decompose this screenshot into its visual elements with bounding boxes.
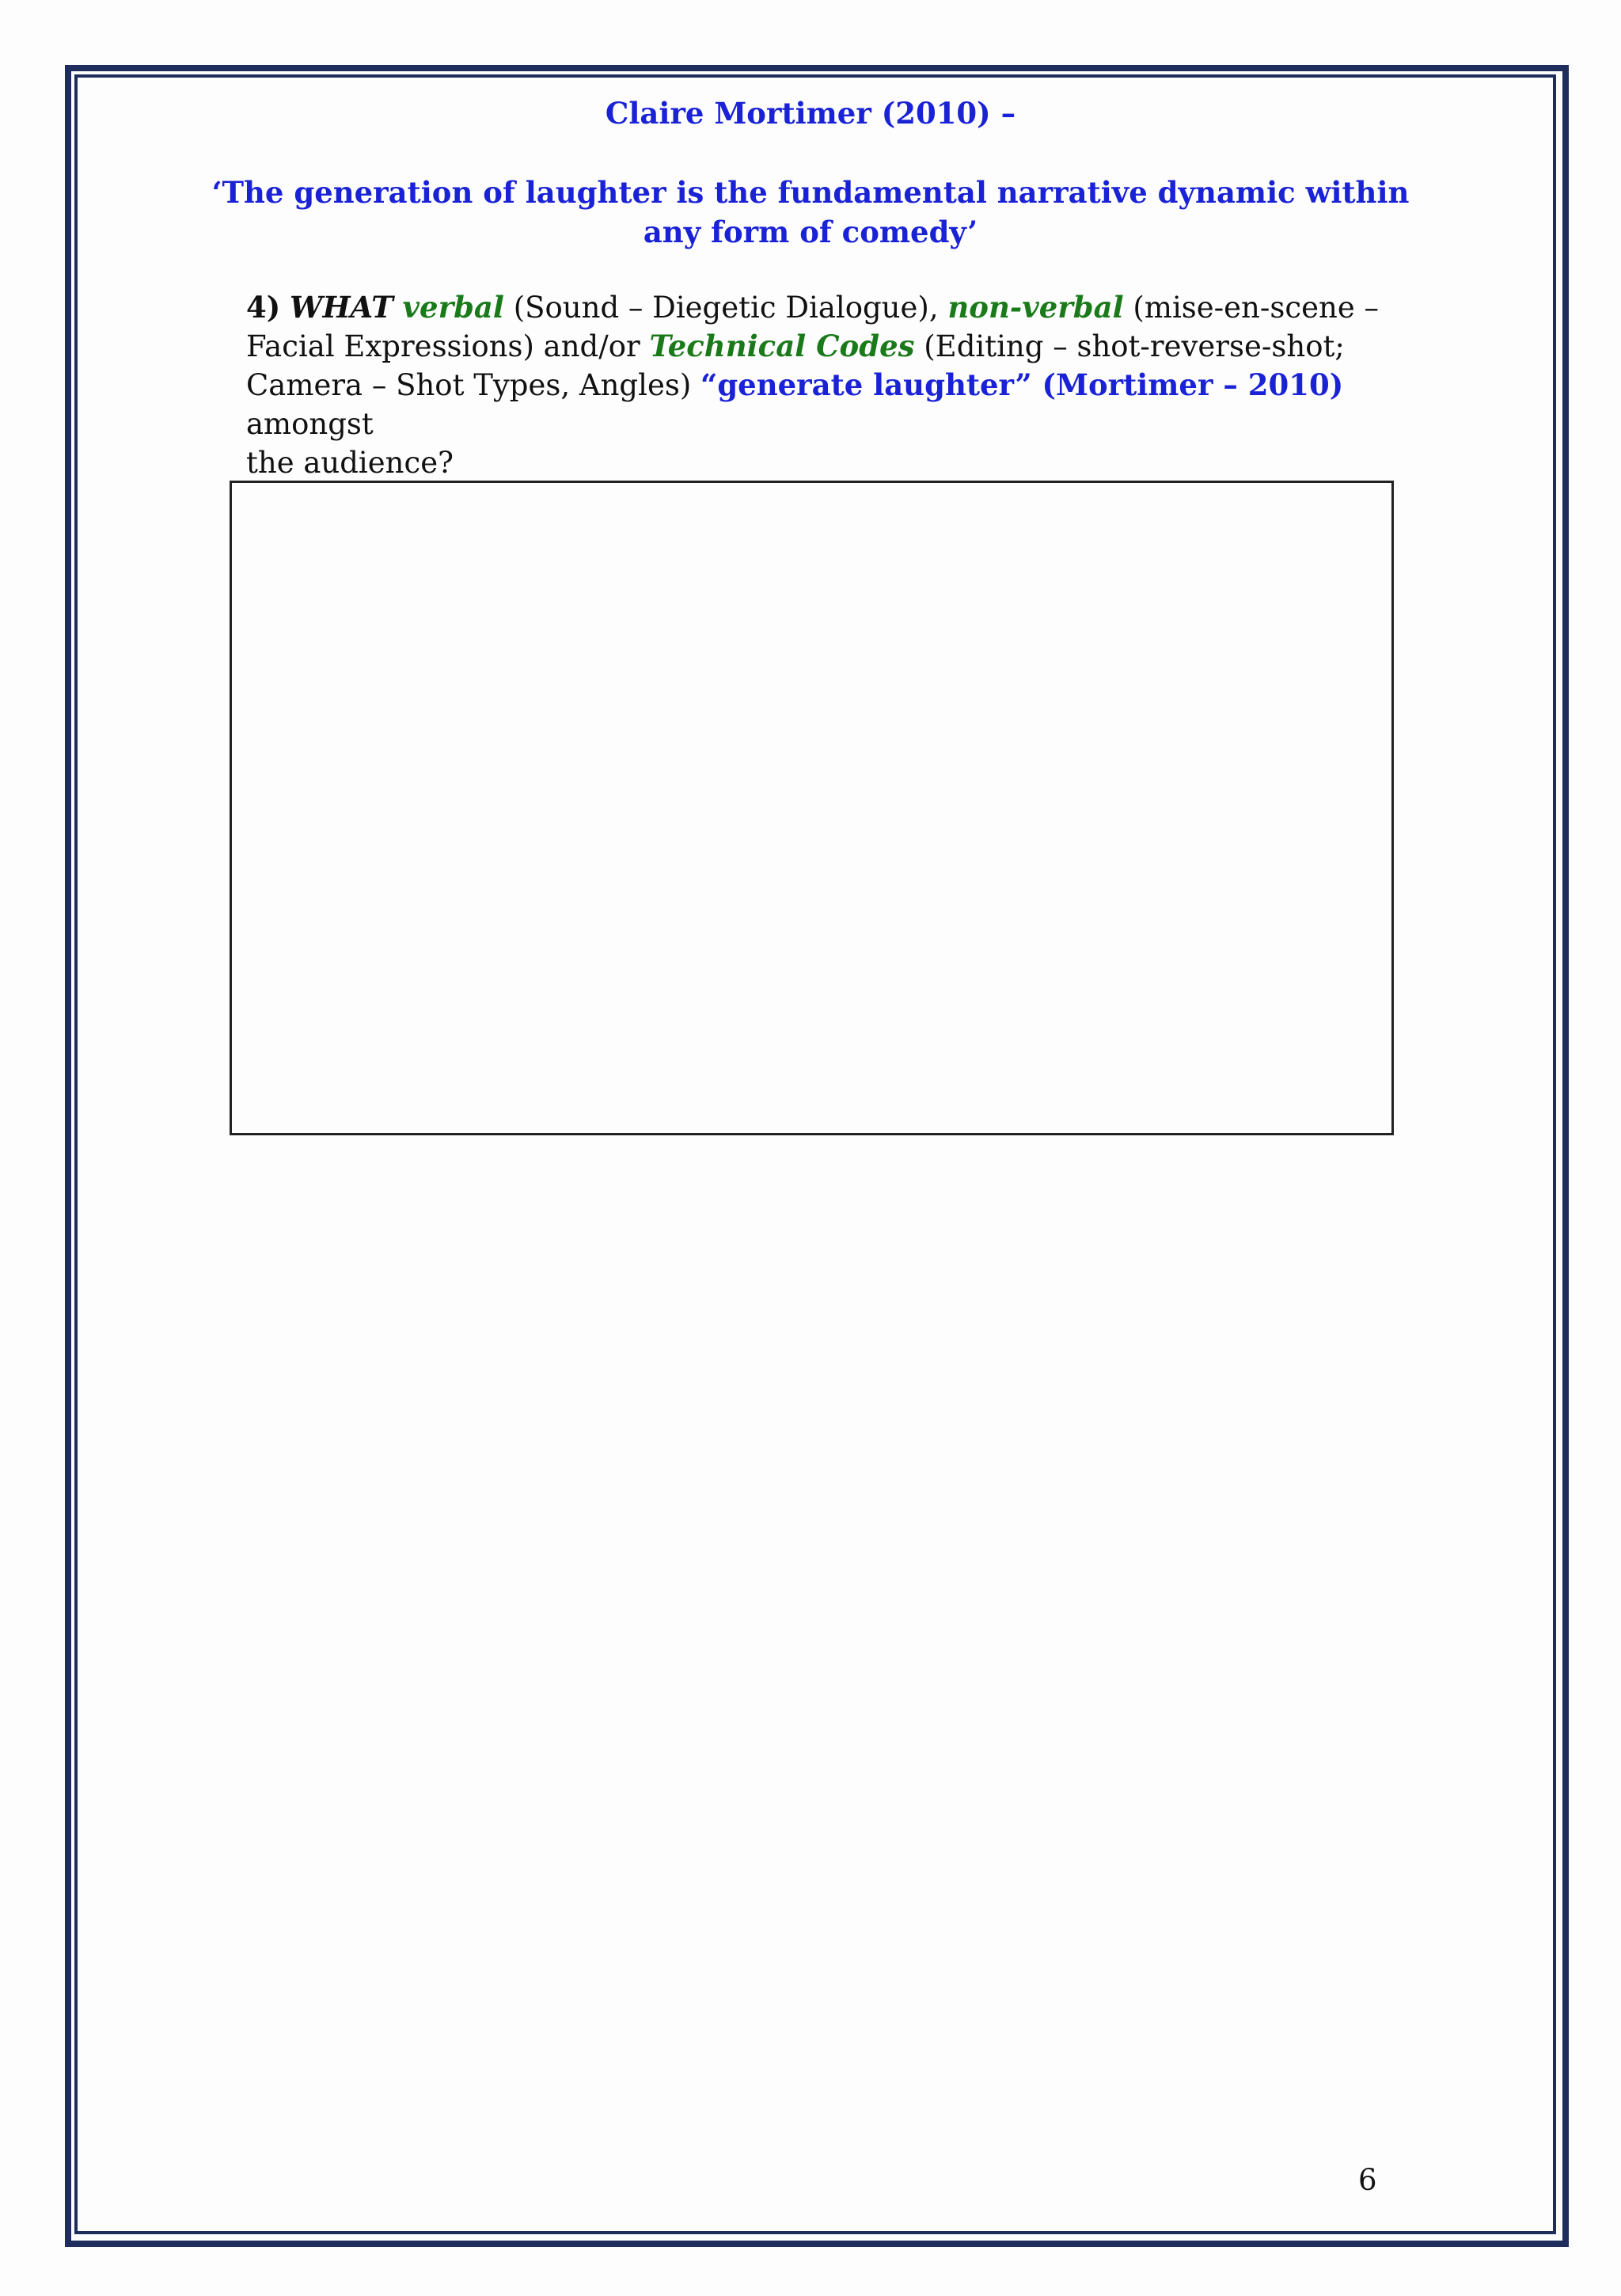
question-what: WHAT <box>290 290 393 325</box>
quote-heading-line-1: ‘The generation of laughter is the fundamental narrative dynamic within <box>211 175 1410 210</box>
question-text-6: amongst <box>246 407 374 441</box>
keyword-technical-codes: Technical Codes <box>649 329 915 363</box>
question-text-4: (Editing – shot-reverse-shot; <box>924 329 1345 363</box>
question-text-5: Camera – Shot Types, Angles) <box>246 368 692 402</box>
author-heading <box>0 93 1621 133</box>
keyword-verbal: verbal <box>402 290 504 325</box>
quote-heading <box>0 173 1621 252</box>
keyword-non-verbal: non-verbal <box>947 290 1124 325</box>
question-text-1: (Sound – Diegetic Dialogue), <box>513 291 939 325</box>
question-text-7: the audience? <box>246 446 454 480</box>
question-4 <box>246 288 1394 482</box>
question-text-2: (mise-en-scene – <box>1133 291 1379 325</box>
author-heading-text: Claire Mortimer (2010) – <box>605 96 1016 131</box>
page-number: 6 <box>1358 2163 1377 2197</box>
mortimer-quote: “generate laughter” (Mortimer – 2010) <box>700 367 1344 402</box>
question-text-3: Facial Expressions) and/or <box>246 329 640 363</box>
question-number: 4) <box>246 290 281 325</box>
quote-heading-line-2: any form of comedy’ <box>643 215 978 249</box>
answer-box[interactable] <box>230 481 1394 1135</box>
